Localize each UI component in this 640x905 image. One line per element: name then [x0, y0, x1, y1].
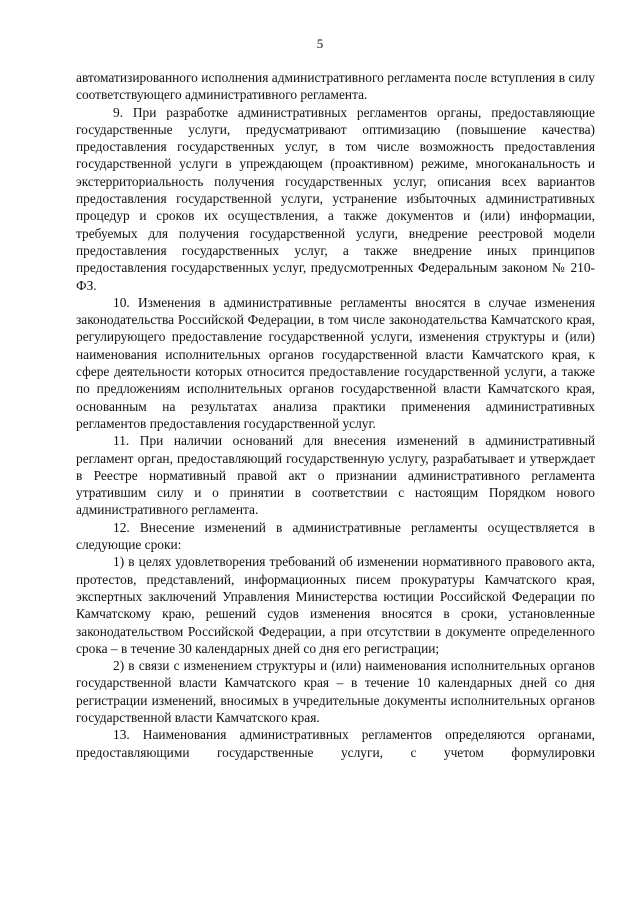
page-number: 5 — [316, 36, 324, 51]
paragraph-9: 9. При разработке административных регламентов органы, предоставляющие государственные услуги, предусматривают оптимизацию (повышение качества) предоставления государственных услуг, в том числе возможность предоставления государственной услуги в упреждающем (проактивном) режиме, многоканальность и экстерриториальность получения государственных услуг, описания всех вариантов предоставления государственной услуги, устранение избыточных административных процедур и сроков их осуществления, а также документов и (или) информации, требуемых для получения государственной услуги, внедрение реестровой модели предоставления государственных услуг, а также внедрение иных принципов предоставления государственных услуг, предусмотренных Федеральным законом № 210-ФЗ. — [76, 104, 595, 293]
paragraph-12-item-2: 2) в связи с изменением структуры и (или) наименования исполнительных органов государственной власти Камчатского края – в течение 10 календарных дней со дня регистрации изменений, вносимых в учредительные документы исполнительных органов государственной власти Камчатского края. — [76, 658, 595, 725]
paragraph-12: 12. Внесение изменений в административные регламенты осуществляется в следующие сроки: — [76, 519, 595, 553]
paragraph-12-item-1: 1) в целях удовлетворения требований об изменении нормативного правового акта, протестов, представлений, информационных писем прокуратуры Камчатского края, экспертных заключений Управления Министерства юстиции Российской Федерации по Камчатскому краю, решений судов изменения вносятся в сроки, установленные законодательством Российской Федерации, а при отсутствии в документе определенного срока – в течение 30 календарных дней со дня его регистрации; — [76, 554, 595, 656]
paragraph-10: 10. Изменения в административные регламенты вносятся в случае изменения законодательства Российской Федерации, в том числе законодательства Камчатского края, регулирующего предоставление государственной услуги, изменения структуры и (или) наименования исполнительных органов государственной власти Камчатского края, к сфере деятельности которых относится предоставление государственной услуги, а также по предложениям исполнительных органов государственной власти Камчатского края, основанным на результатах анализа практики применения административных регламентов предоставления государственной услуг. — [76, 294, 595, 431]
body-text — [76, 69, 595, 761]
paragraph-continuation: автоматизированного исполнения административного регламента после вступления в силу соответствующего административного регламента. — [76, 70, 595, 103]
paragraph-11: 11. При наличии оснований для внесения изменений в административный регламент орган, предоставляющий государственную услугу, разрабатывает и утверждает в Реестре нормативный правой акт о признании административного регламента утратившим силу и о принятии в соответствии с настоящим Порядком нового административного регламента. — [76, 433, 595, 518]
paragraph-13: 13. Наименования административных регламентов определяются органами, предоставляющими государственные услуги, с учетом формулировки — [76, 727, 595, 760]
